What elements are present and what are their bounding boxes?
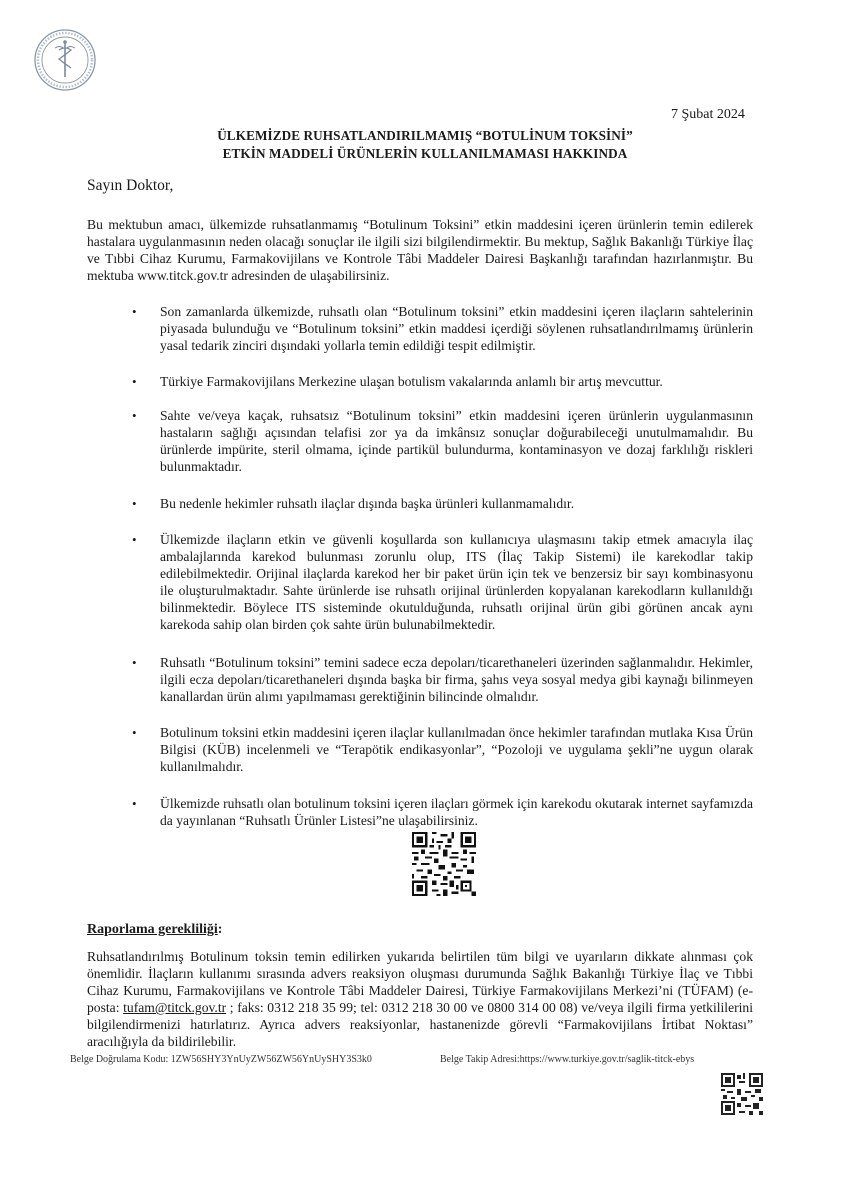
bullet-text: Botulinum toksini etkin maddesini içeren ilaçlar kullanılmadan önce hekimler tarafından mutlaka Kısa Ürün Bilgisi (KÜB) incelenmeli ve “Terapötik endikasyonlar”, “Pozoloji ve uygulama şekli”ne uygun olarak kullanılmalıdır. xyxy=(160,725,753,774)
bullet-text: Bu nedenle hekimler ruhsatlı ilaçlar dışında başka ürünleri kullanmamalıdır. xyxy=(160,496,575,511)
bullet-symbol: • xyxy=(132,796,137,811)
letter-title xyxy=(120,127,730,163)
bullet-symbol: • xyxy=(132,532,137,547)
reporting-heading xyxy=(87,922,222,938)
reporting-heading-colon: : xyxy=(217,922,223,937)
bullet-text: Son zamanlarda ülkemizde, ruhsatlı olan “Botulinum toksini” etkin maddesini içeren ilaçların sahtelerinin piyasada bulunduğu ve “Botulinum toksini” etkin maddesi içerdiği söylenen ruhsatlandırılmamış ürünlerin yasal tedarik zinciri dışındaki yollarla temin edildiği tespit edilmiştir. xyxy=(160,304,753,353)
tracking-address: Belge Takip Adresi:https://www.turkiye.gov.tr/saglik-titck-ebys xyxy=(440,1054,695,1065)
letter-date: 7 Şubat 2024 xyxy=(671,107,745,122)
reporting-text-start: Ruhsatlandırılmış Botulinum toksin temin edilirken yukarıda belirtilen tüm bilgi ve uyarıların dikkate alınması çok önemlidir. İlaçların kullanımı sırasında advers reaksiyon oluşması durumunda Sağlık Bakanlığı Türkiye İlaç ve Tıbbi Cihaz Kurumu, Farmakovijilans ve Kontrole Tâbi Maddeler Dairesi, Türkiye Farmakovijilans Merkezi’ni (TÜFAM) (e-posta: xyxy=(87,949,753,1015)
bullet-symbol: • xyxy=(132,725,137,740)
reporting-text-end: ; faks: 0312 218 35 99; tel: 0312 218 30 00 ve 0800 314 00 08) ve/veya ilgili firma yetkililerini bilgilendirmenizi hatırlatırız. Ayrıca advers reaksiyonlar, hastanenizde görevli “Farmakovijilans İrtibat Noktası” aracılığıyla da bildirilebilir. xyxy=(87,1000,753,1049)
reporting-heading-text: Raporlama gerekliliği xyxy=(87,922,218,937)
bullet-text: Ülkemizde ruhsatlı olan botulinum toksini içeren ilaçları görmek için karekodu okutarak internet sayfamızda da yayınlanan “Ruhsatlı Ürünler Listesi”ne ulaşabilirsiniz. xyxy=(160,796,753,828)
verification-code: Belge Doğrulama Kodu: 1ZW56SHY3YnUyZW56ZW56YnUySHY3S3k0 xyxy=(70,1054,372,1065)
bullet-text: Ruhsatlı “Botulinum toksini” temini sadece ecza depoları/ticarethaneleri üzerinden sağlanmalıdır. Hekimler, ilgili ecza depoları/ticarethaneleri dışında başka bir firma, şahıs veya sosyal medya gibi kaynağı bilinmeyen kanallardan ürün alımı yapılmaması gerektiğinin bilincinde olmalıdır. xyxy=(160,655,753,704)
ministry-seal-icon xyxy=(33,28,97,92)
title-line-1: ÜLKEMİZDE RUHSATLANDIRILMAMIŞ “BOTULİNUM TOKSİNİ” xyxy=(217,128,633,143)
bullet-symbol: • xyxy=(132,374,137,389)
bullet-text: Ülkemizde ilaçların etkin ve güvenli koşullarda son kullanıcıya ulaşmasını takip etmek amacıyla ilaç ambalajlarında karekod bulunması zorunlu olup, ITS (İlaç Takip Sistemi) ile karekodlar takip edilebilmektedir. Orijinal ilaçlarda karekod her bir paket ürün için tek ve benzersiz bir sayı kombinasyonu ile oluşturulmaktadır. Sahte ürünlerde ise ruhsatlı orijinal ürünlerden kopyalanan karekodların kullanıldığı bilinmektedir. Böylece ITS sisteminde okutulduğunda, ruhsatlı orijinal ürün gibi görünen ancak aynı karekoda sahip olan birden çok sahte ürün bulunabilmektedir. xyxy=(160,532,753,632)
bullet-text: Türkiye Farmakovijilans Merkezine ulaşan botulism vakalarında anlamlı bir artış mevcuttur. xyxy=(160,374,663,389)
bullet-symbol: • xyxy=(132,655,137,670)
reporting-paragraph xyxy=(87,948,753,1050)
bullet-symbol: • xyxy=(132,496,137,511)
qr-code-icon[interactable] xyxy=(412,832,476,896)
footer-qr-code-icon[interactable] xyxy=(721,1073,763,1115)
title-line-2: ETKİN MADDELİ ÜRÜNLERİN KULLANILMAMASI HAKKINDA xyxy=(222,146,628,161)
intro-paragraph: Bu mektubun amacı, ülkemizde ruhsatlanmamış “Botulinum Toksini” etkin maddesini içeren ürünlerin temin edilerek hastalara uygulanmasının neden olacağı sonuçlar ile ilgili sizi bilgilendirmektir. Bu mektup, Sağlık Bakanlığı Türkiye İlaç ve Tıbbi Cihaz Kurumu, Farmakovijilans ve Kontrole Tâbi Maddeler Dairesi Başkanlığı tarafından hazırlanmıştır. Bu mektuba www.titck.gov.tr adresinden de ulaşabilirsiniz. xyxy=(87,217,753,283)
bullet-symbol: • xyxy=(132,408,137,423)
greeting: Sayın Doktor, xyxy=(87,177,174,194)
bullet-symbol: • xyxy=(132,304,137,319)
bullet-text: Sahte ve/veya kaçak, ruhsatsız “Botulinum toksini” etkin maddesini içeren ürünlerin uygulanmasının hastaların sağlığı açısından telafisi zor ya da imkânsız sonuçlar doğurabileceği unutulmamalıdır. Bu ürünlerde impürite, steril olmama, içinde partikül bulundurma, kontaminasyon ve dozaj farklılığı riskleri bulunmaktadır. xyxy=(160,408,753,474)
tufam-email-link[interactable]: tufam@titck.gov.tr xyxy=(123,1000,227,1015)
